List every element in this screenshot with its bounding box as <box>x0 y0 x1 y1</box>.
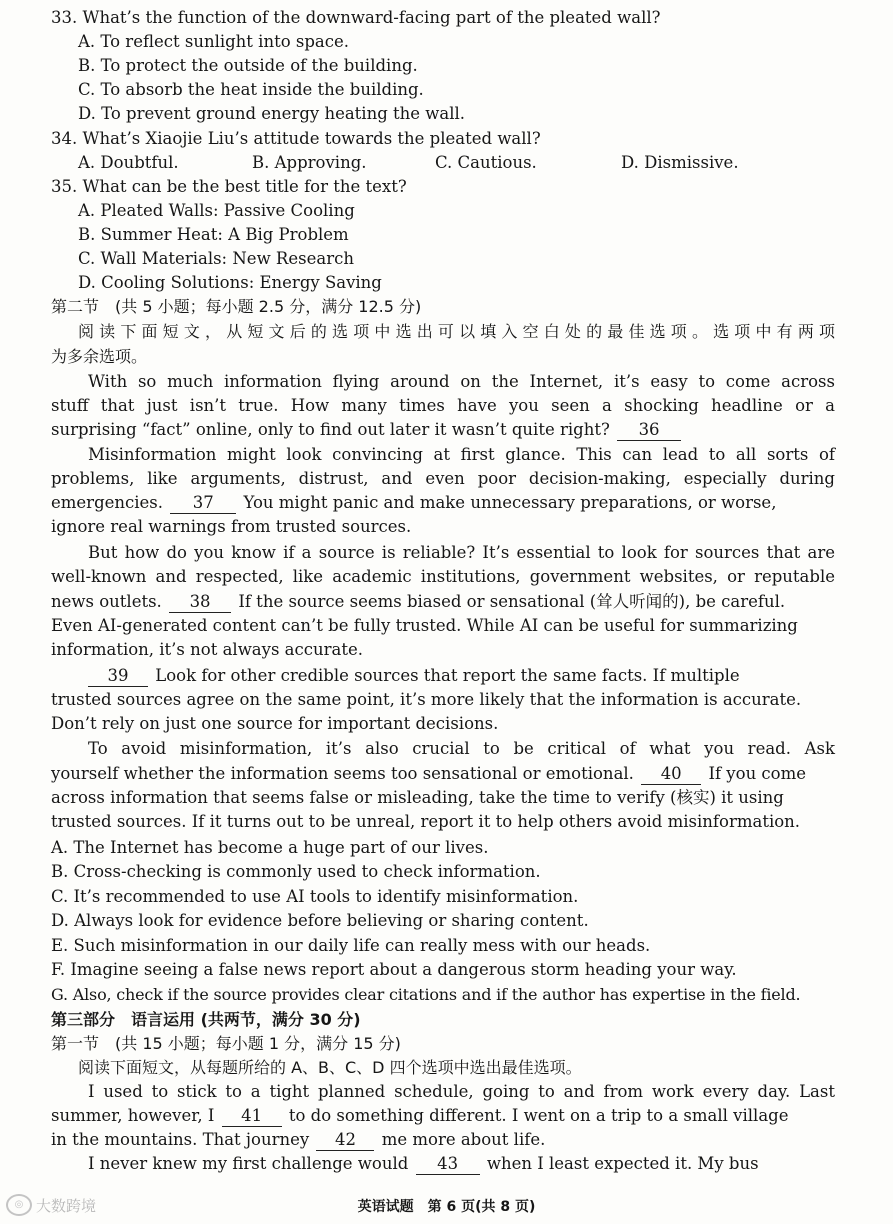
section2-instruction-line1: 阅读下面短文，从短文后的选项中选出可以填入空白处的最佳选项。选项中有两项 <box>78 322 835 341</box>
para4-line2: trusted sources agree on the same point, it’s more likely that the information is accurate. <box>51 690 802 709</box>
para5-line4: trusted sources. If it turns out to be unreal, report it to help others avoid misinformation. <box>51 812 801 831</box>
para5-line1: To avoid misinformation, it’s also crucial to be critical of what you read. Ask <box>88 739 835 758</box>
blank-41: 41 <box>222 1106 282 1127</box>
choice-e: E. Such misinformation in our daily life can really mess with our heads. <box>51 936 651 955</box>
cloze-line4-pre: I never knew my first challenge would <box>88 1154 409 1173</box>
cloze-line2-pre: summer, however, I <box>51 1106 215 1125</box>
para2-line3 <box>51 491 835 515</box>
section2-heading: 第二节 (共 5 小题；每小题 2.5 分，满分 12.5 分) <box>51 297 422 316</box>
watermark-text: 大数跨境 <box>36 1196 97 1215</box>
question-35-option-b: B. Summer Heat: A Big Problem <box>78 225 349 244</box>
question-33-option-b: B. To protect the outside of the building. <box>78 56 418 75</box>
cloze-line4 <box>88 1152 835 1176</box>
para1-line3 <box>51 418 835 442</box>
para2-line3-pre: emergencies. <box>51 493 164 512</box>
page-footer: 英语试题 第 6 页(共 8 页) <box>357 1199 536 1215</box>
blank-37: 37 <box>170 493 236 514</box>
cloze-line3-pre: in the mountains. That journey <box>51 1130 310 1149</box>
para3-line1: But how do you know if a source is reliable? It’s essential to look for sources that are <box>88 543 835 562</box>
question-33-option-a: A. To reflect sunlight into space. <box>78 32 350 51</box>
blank-39: 39 <box>88 666 148 687</box>
question-34-option-d: D. Dismissive. <box>621 153 739 172</box>
para2-line2: problems, like arguments, distrust, and even poor decision-making, especially during <box>51 469 835 488</box>
question-34-option-c: C. Cautious. <box>435 153 537 172</box>
question-34-option-a: A. Doubtful. <box>78 153 179 172</box>
question-35-option-c: C. Wall Materials: New Research <box>78 249 354 268</box>
para5-line2-pre: yourself whether the information seems too sensational or emotional. <box>51 764 634 783</box>
part3-heading: 第三部分 语言运用 (共两节，满分 30 分) <box>51 1010 361 1029</box>
choice-b: B. Cross-checking is commonly used to check information. <box>51 862 541 881</box>
blank-43: 43 <box>416 1154 480 1175</box>
para3-line3-pre: news outlets. <box>51 592 162 611</box>
para3-line4: Even AI-generated content can’t be fully trusted. While AI can be useful for summarizing <box>51 616 798 635</box>
para2-line4: ignore real warnings from trusted sources. <box>51 517 412 536</box>
para1-line3-text: surprising “fact” online, only to find out later it wasn’t quite right? <box>51 420 610 439</box>
cloze-line3 <box>51 1128 835 1152</box>
para1-line2: stuff that just isn’t true. How many times have you seen a shocking headline or a <box>51 396 835 415</box>
blank-36: 36 <box>617 420 681 441</box>
question-35-option-a: A. Pleated Walls: Passive Cooling <box>78 201 355 220</box>
para2-line1: Misinformation might look convincing at first glance. This can lead to all sorts of <box>88 445 835 464</box>
blank-38: 38 <box>169 592 231 613</box>
question-33-option-c: C. To absorb the heat inside the building. <box>78 80 424 99</box>
question-35-stem: 35. What can be the best title for the text? <box>51 177 407 196</box>
cloze-line2 <box>51 1104 835 1128</box>
watermark <box>6 1194 96 1216</box>
section2-instruction-line2: 为多余选项。 <box>51 347 148 366</box>
para4-line1 <box>88 664 835 688</box>
para5-line3: across information that seems false or misleading, take the time to verify (核实) it using <box>51 788 784 807</box>
para5-line2-post: If you come <box>708 764 807 783</box>
blank-40: 40 <box>641 764 701 785</box>
para3-line5: information, it’s not always accurate. <box>51 640 363 659</box>
cloze-line4-post: when I least expected it. My bus <box>486 1154 759 1173</box>
question-34-stem: 34. What’s Xiaojie Liu’s attitude towards the pleated wall? <box>51 129 541 148</box>
para3-line3-post: If the source seems biased or sensational (耸人听闻的), be careful. <box>238 592 786 611</box>
cloze-line2-post: to do something different. I went on a trip to a small village <box>288 1106 789 1125</box>
para1-line1: With so much information flying around on the Internet, it’s easy to come across <box>88 372 835 391</box>
question-35-option-d: D. Cooling Solutions: Energy Saving <box>78 273 382 292</box>
question-33-option-d: D. To prevent ground energy heating the wall. <box>78 104 466 123</box>
blank-42: 42 <box>316 1130 374 1151</box>
watermark-logo-icon: ◎ <box>6 1194 32 1216</box>
choice-a: A. The Internet has become a huge part of our lives. <box>51 838 489 857</box>
cloze-line3-post: me more about life. <box>381 1130 546 1149</box>
question-34-option-b: B. Approving. <box>252 153 367 172</box>
para4-line1-post: Look for other credible sources that report the same facts. If multiple <box>155 666 740 685</box>
cloze-line1: I used to stick to a tight planned schedule, going to and from work every day. Last <box>88 1082 835 1101</box>
choice-f: F. Imagine seeing a false news report about a dangerous storm heading your way. <box>51 960 737 979</box>
question-34-options <box>78 151 835 175</box>
para4-line3: Don’t rely on just one source for important decisions. <box>51 714 499 733</box>
para2-line3-post: You might panic and make unnecessary preparations, or worse, <box>243 493 777 512</box>
para3-line2: well-known and respected, like academic institutions, government websites, or reputable <box>51 567 835 586</box>
question-33-stem: 33. What’s the function of the downward-facing part of the pleated wall? <box>51 8 661 27</box>
para5-line2 <box>51 762 835 786</box>
choice-g: G. Also, check if the source provides clear citations and if the author has expertise in the field. <box>51 985 801 1004</box>
para3-line3 <box>51 590 835 614</box>
part3-instruction: 阅读下面短文，从每题所给的 A、B、C、D 四个选项中选出最佳选项。 <box>78 1058 582 1077</box>
choice-c: C. It’s recommended to use AI tools to identify misinformation. <box>51 887 579 906</box>
choice-d: D. Always look for evidence before believing or sharing content. <box>51 911 589 930</box>
part3-section1-heading: 第一节 (共 15 小题；每小题 1 分，满分 15 分) <box>51 1034 401 1053</box>
